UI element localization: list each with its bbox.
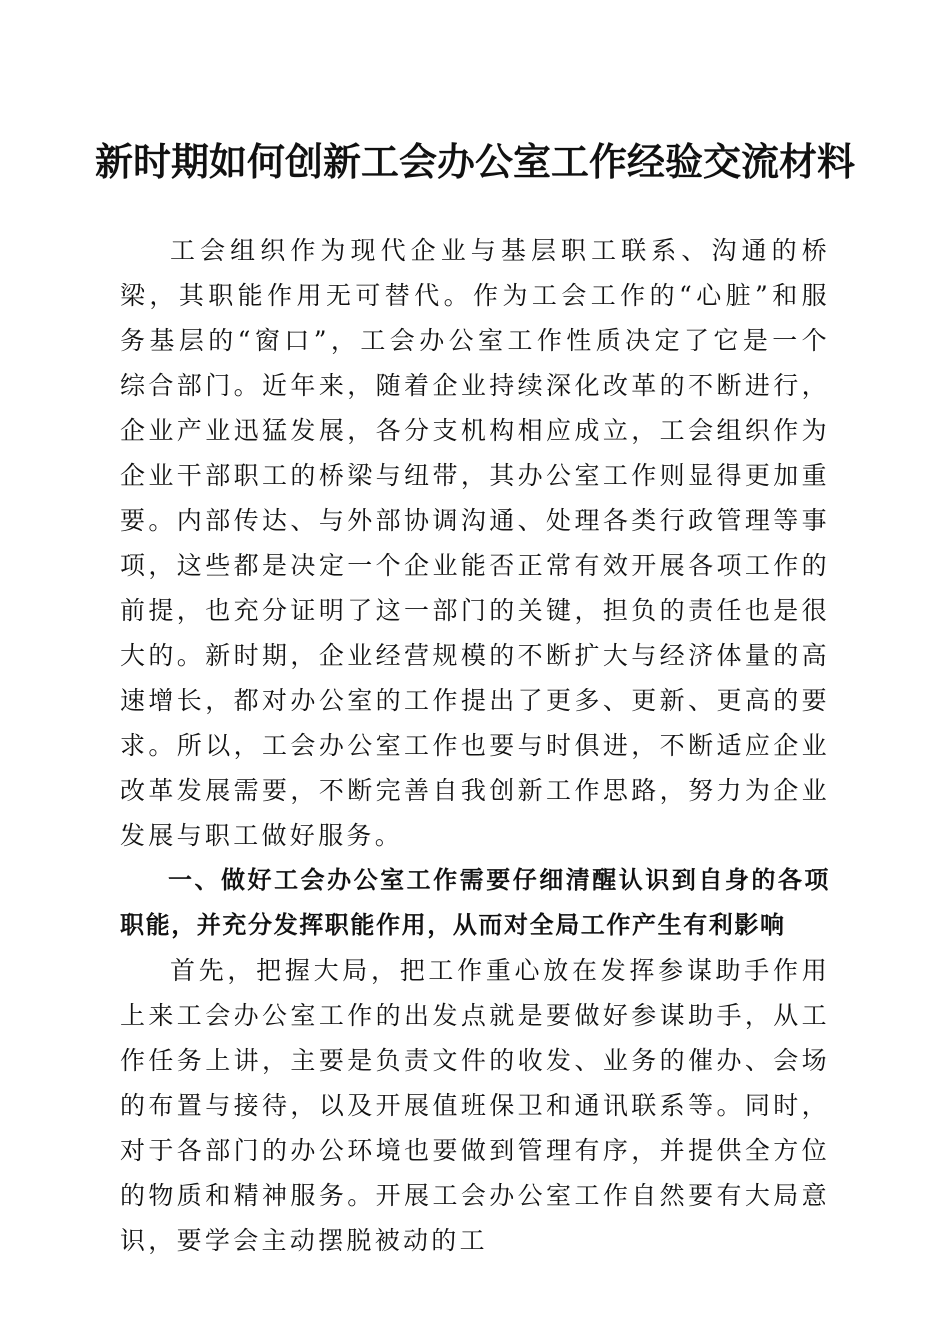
document-title: 新时期如何创新工会办公室工作经验交流材料: [94, 139, 855, 184]
intro-paragraph: 工会组织作为现代企业与基层职工联系、沟通的桥梁，其职能作用无可替代。作为工会工作的“心脏”和服务基层的“窗口”，工会办公室工作性质决定了它是一个综合部门。近年来，随着企业持续深化改革的不断进行，企业产业迅猛发展，各分支机构相应成立，工会组织作为企业干部职工的桥梁与纽带，其办公室工作则显得更加重要。内部传达、与外部协调沟通、处理各类行政管理等事项，这些都是决定一个企业能否正常有效开展各项工作的前提，也充分证明了这一部门的关键，担负的责任也是很大的。新时期，企业经营规模的不断扩大与经济体量的高速增长，都对办公室的工作提出了更多、更新、更高的要求。所以，工会办公室工作也要与时俱进，不断适应企业改革发展需要，不断完善自我创新工作思路，努力为企业发展与职工做好服务。: [120, 236, 830, 850]
section-1-paragraph: 首先，把握大局，把工作重心放在发挥参谋助手作用上来工会办公室工作的出发点就是要做好参谋助手，从工作任务上讲，主要是负责文件的收发、业务的催办、会场的布置与接待，以及开展值班保卫和通讯联系等。同时，对于各部门的办公环境也要做到管理有序，并提供全方位的物质和精神服务。开展工会办公室工作自然要有大局意识，要学会主动摆脱被动的工: [120, 956, 830, 1255]
document-body: [120, 228, 830, 1263]
section-heading-1: 一、做好工会办公室工作需要仔细清醒认识到自身的各项职能，并充分发挥职能作用，从而对全局工作产生有利影响: [120, 866, 830, 939]
